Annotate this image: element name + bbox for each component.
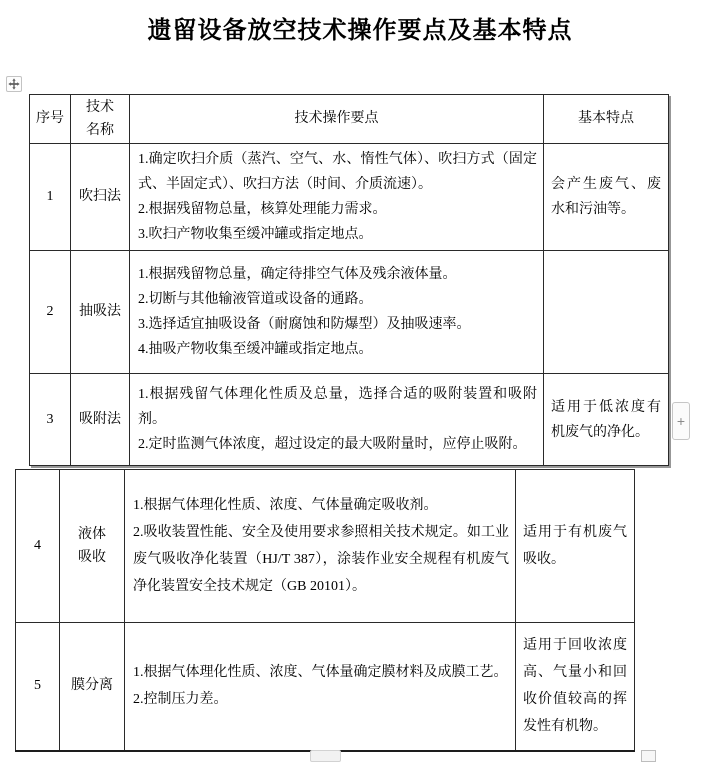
column-header-no: 序号 (30, 95, 71, 144)
header-row (30, 95, 669, 144)
operation-point: 3.选择适宜抽吸设备（耐腐蚀和防爆型）及抽吸速率。 (138, 317, 471, 332)
operation-points-cell (130, 144, 544, 251)
zoom-in-button[interactable]: + (672, 402, 690, 440)
operations-table-section-1 (29, 94, 669, 466)
operation-points-cell (130, 374, 544, 466)
operation-point: 2.控制压力差。 (133, 692, 228, 708)
features-cell: 适用于低浓度有机废气的净化。 (544, 374, 669, 466)
row-number-cell: 2 (30, 251, 71, 374)
operation-point: 1.确定吹扫介质（蒸汽、空气、水、惰性气体）、吹扫方式（固定式、半固定式）、吹扫方法（时间、介质流速）。 (138, 152, 537, 192)
features-cell: 会产生废气、废水和污油等。 (544, 144, 669, 251)
operation-point: 2.切断与其他输液管道或设备的通路。 (138, 292, 373, 307)
table-resize-handle[interactable] (641, 750, 656, 762)
partial-bottom-button[interactable] (310, 750, 341, 762)
operation-points-cell (125, 470, 516, 623)
row-number-cell: 1 (30, 144, 71, 251)
operation-point: 1.根据气体理化性质、浓度、气体量确定膜材料及成膜工艺。 (133, 665, 508, 681)
operation-point: 4.抽吸产物收集至缓冲罐或指定地点。 (138, 342, 373, 357)
operation-point: 2.根据残留物总量，核算处理能力需求。 (138, 202, 387, 217)
features-cell: 适用于回收浓度高、气量小和回收价值较高的挥发性有机物。 (516, 623, 635, 751)
document-title: 遗留设备放空技术操作要点及基本特点 (147, 17, 573, 44)
row-number-cell: 4 (16, 470, 60, 623)
operation-point: 3.吹扫产物收集至缓冲罐或指定地点。 (138, 227, 373, 242)
tech-name-cell: 吸附法 (71, 374, 130, 466)
operation-point: 2.定时监测气体浓度，超过设定的最大吸附量时，应停止吸附。 (138, 437, 527, 452)
operation-points-cell (130, 251, 544, 374)
column-header-name: 技术名称 (71, 95, 130, 144)
column-header-features: 基本特点 (544, 95, 669, 144)
tech-name-cell: 液体吸收 (60, 470, 125, 623)
tech-name-cell: 抽吸法 (71, 251, 130, 374)
operation-points-cell (125, 623, 516, 751)
operation-point: 2.吸收装置性能、安全及使用要求参照相关技术规定。如工业废气吸收净化装置（HJ/T 387），涂装作业安全规程有机废气净化装置安全技术规定（GB 20101）。 (133, 525, 509, 594)
row-number-cell: 5 (16, 623, 60, 751)
table-row (16, 470, 635, 623)
operation-point: 1.根据残留气体理化性质及总量，选择合适的吸附装置和吸附剂。 (138, 387, 537, 427)
table-row (30, 374, 669, 466)
table-row (30, 144, 669, 251)
tech-name-cell: 膜分离 (60, 623, 125, 751)
move-cross-icon (8, 78, 20, 90)
features-cell (544, 251, 669, 374)
row-number-cell: 3 (30, 374, 71, 466)
operation-point: 1.根据残留物总量，确定待排空气体及残余液体量。 (138, 267, 457, 282)
table-row (30, 251, 669, 374)
table-row (16, 623, 635, 751)
table-move-handle[interactable] (6, 76, 22, 92)
tech-name-cell: 吹扫法 (71, 144, 130, 251)
column-header-points: 技术操作要点 (130, 95, 544, 144)
operation-point: 1.根据气体理化性质、浓度、气体量确定吸收剂。 (133, 498, 438, 513)
features-cell: 适用于有机废气吸收。 (516, 470, 635, 623)
operations-table-section-2 (15, 469, 635, 752)
